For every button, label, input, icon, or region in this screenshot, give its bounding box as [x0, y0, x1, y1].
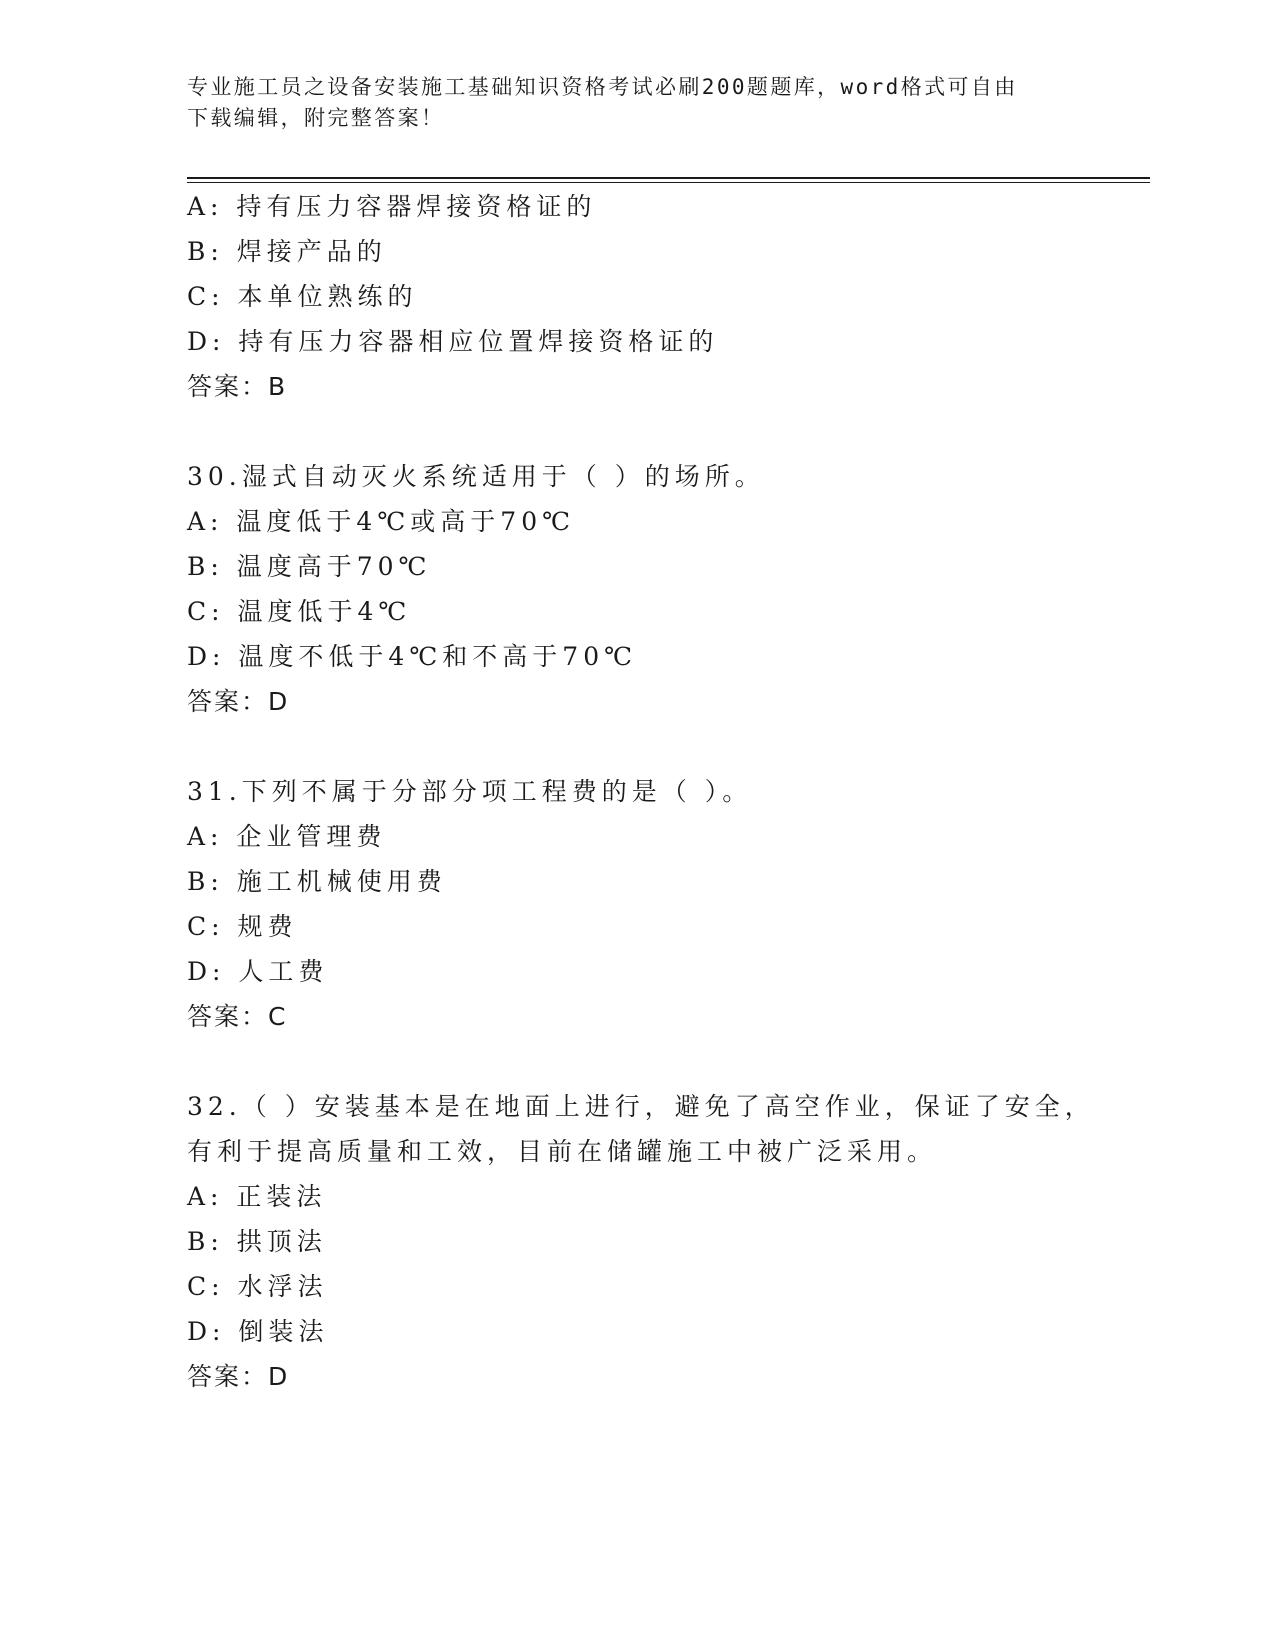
q31-question: 31.下列不属于分部分项工程费的是（ ）。	[187, 777, 753, 806]
q32-option-d: D: 倒装法	[187, 1317, 329, 1346]
q30-option-b: B: 温度高于70℃	[187, 552, 432, 581]
header-divider-thin	[187, 182, 1150, 183]
q30-option-d: D: 温度不低于4℃和不高于70℃	[187, 642, 638, 671]
q30-answer: 答案：D	[187, 687, 290, 716]
q31-option-a: A: 企业管理费	[187, 822, 387, 851]
q31-option-d: D: 人工费	[187, 957, 329, 986]
q32-option-a: A: 正装法	[187, 1182, 327, 1211]
q29-option-b: B: 焊接产品的	[187, 237, 387, 266]
q32-option-c: C: 水浮法	[187, 1272, 328, 1301]
header-line-2: 下载编辑，附完整答案！	[187, 106, 445, 130]
q32-question-line-2: 有利于提高质量和工效，目前在储罐施工中被广泛采用。	[187, 1137, 938, 1166]
q30-option-c: C: 温度低于4℃	[187, 597, 412, 626]
q30-option-a: A: 温度低于4℃或高于70℃	[187, 507, 576, 536]
q29-answer: 答案：B	[187, 372, 288, 401]
q30-question: 30.湿式自动灭火系统适用于（ ）的场所。	[187, 462, 765, 491]
q32-answer: 答案：D	[187, 1362, 290, 1391]
q29-option-a: A: 持有压力容器焊接资格证的	[187, 192, 597, 221]
document-header	[187, 72, 1067, 134]
q31-answer: 答案：C	[187, 1002, 288, 1031]
header-divider-thick	[187, 177, 1150, 179]
q31-option-c: C: 规费	[187, 912, 298, 941]
q29-option-d: D: 持有压力容器相应位置焊接资格证的	[187, 327, 719, 356]
q32-question-line-1: 32.（ ）安装基本是在地面上进行，避免了高空作业，保证了安全，	[187, 1092, 1095, 1121]
q29-option-c: C: 本单位熟练的	[187, 282, 418, 311]
q32-option-b: B: 拱顶法	[187, 1227, 327, 1256]
header-line-1: 专业施工员之设备安装施工基础知识资格考试必刷200题题库，word格式可自由	[187, 75, 1018, 99]
q31-option-b: B: 施工机械使用费	[187, 867, 447, 896]
